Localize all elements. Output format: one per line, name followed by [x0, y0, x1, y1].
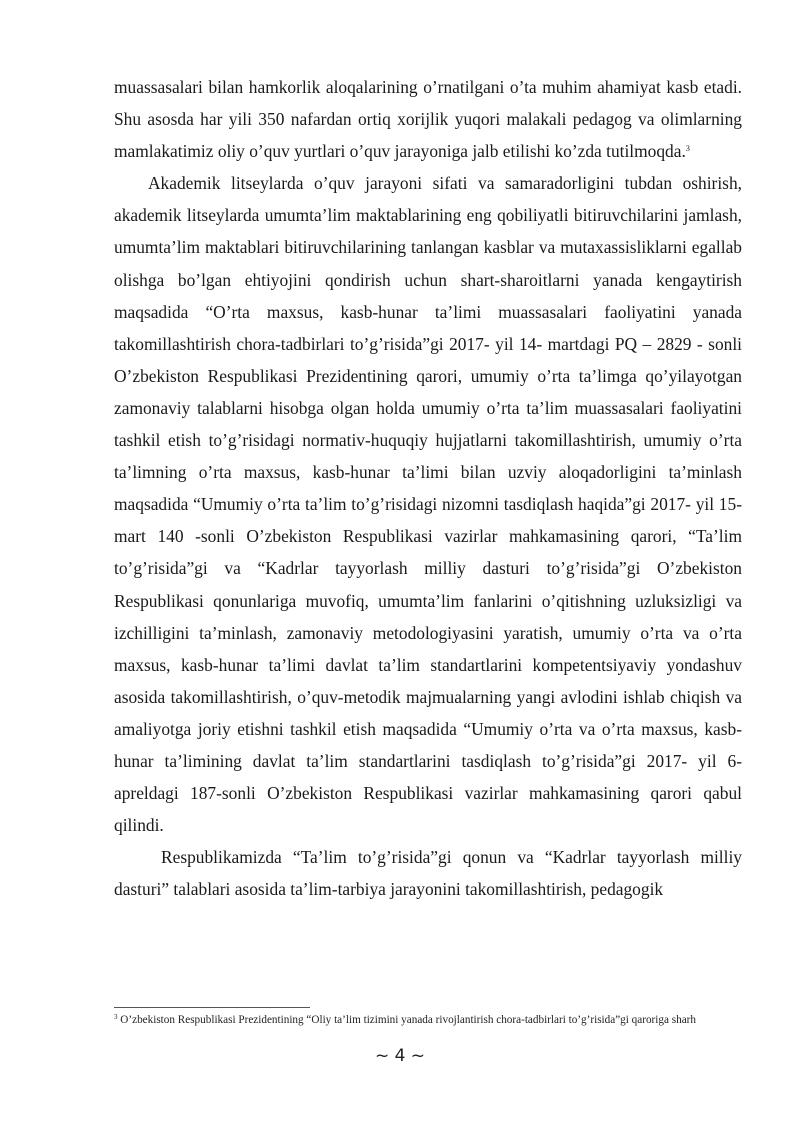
footnote-separator: [114, 1007, 310, 1008]
paragraph: [114, 167, 742, 841]
footnote-number: 3: [114, 1013, 118, 1021]
body-text: [114, 71, 742, 905]
paragraph: [114, 71, 742, 167]
paragraph-text: Respublikamizda “Ta’lim to’g’risida”gi qonun va “Kadrlar tayyorlash milliy dasturi” talablari asosida ta’lim-tarbiya jarayonini takomillashtirish, pedagogik: [114, 847, 742, 900]
page-number: ~ 4 ~: [374, 1046, 426, 1066]
footnote: [114, 1013, 742, 1028]
paragraph-text: muassasalari bilan hamkorlik aloqalarining o’rnatilgani o’ta muhim ahamiyat kasb etadi. Shu asosda har yili 350 nafardan ortiq xorijlik yuqori malakali pedagog va olimlarning mamlakatimiz oliy o’quv yurtlari o’quv jarayoniga jalb etilishi ko’zda tutilmoqda.: [114, 77, 742, 162]
paragraph: [114, 841, 742, 905]
footnote-reference: 3: [685, 144, 690, 154]
paragraph-text: Akademik litseylarda o’quv jarayoni sifati va samaradorligini tubdan oshirish, akademik litseylarda umumta’lim maktablarining eng qobiliyatli bitiruvchilarini jamlash, umumta’lim maktablari bitiruvchilarining tanlangan kasblar va mutaxassisliklarni egallab olishga bo’lgan ehtiyojini qondirish uchun shart-sharoitlarni yanada kengaytirish maqsadida “O’rta maxsus, kasb-hunar ta’limi muassasalari faoliyatini yanada takomillashtirish chora-tadbirlari to’g’risida”gi 2017- yil 14- martdagi PQ – 2829 - sonli O’zbekiston Respublikasi Prezidentining qarori, umumiy o’rta ta’limga qo’yilayotgan zamonaviy talablarni hisobga olgan holda umumiy o’rta ta’lim muassasalari faoliyatini tashkil etish to’g’risidagi normativ-huquqiy hujjatlarni takomillashtirish, umumiy o’rta ta’limning o’rta maxsus, kasb-hunar ta’limi bilan uzviy aloqadorligini ta’minlash maqsadida “Umumiy o’rta ta’lim to’g’risidagi nizomni tasdiqlash haqida”gi 2017- yil 15- mart 140 -sonli O’zbekiston Respublikasi vazirlar mahkamasining qarori, “Ta’lim to’g’risida”gi va “Kadrlar tayyorlash milliy dasturi to’g’risida”gi O’zbekiston Respublikasi qonunlariga muvofiq, umumta’lim fanlarini o’qitishning uzluksizligi va izchilligini ta’minlash, zamonaviy metodologiyasini yaratish, umumiy o’rta va o’rta maxsus, kasb-hunar ta’limi davlat ta’lim standartlarini kompetentsiyaviy yondashuv asosida takomillashtirish, o’quv-metodik majmualarning yangi avlodini ishlab chiqish va amaliyotga joriy etishni tashkil etish maqsadida “Umumiy o’rta va o’rta maxsus, kasb-hunar ta’limining davlat ta’lim standartlarini tasdiqlash to’g’risida”gi 2017- yil 6- apreldagi 187-sonli O’zbekiston Respublikasi vazirlar mahkamasining qarori qabul qilindi.: [114, 173, 742, 836]
footnote-text: O’zbekiston Respublikasi Prezidentining “Oliy ta’lim tizimini yanada rivojlantirish chora-tadbirlari to’g’risida”gi qaroriga sharh: [120, 1014, 696, 1026]
